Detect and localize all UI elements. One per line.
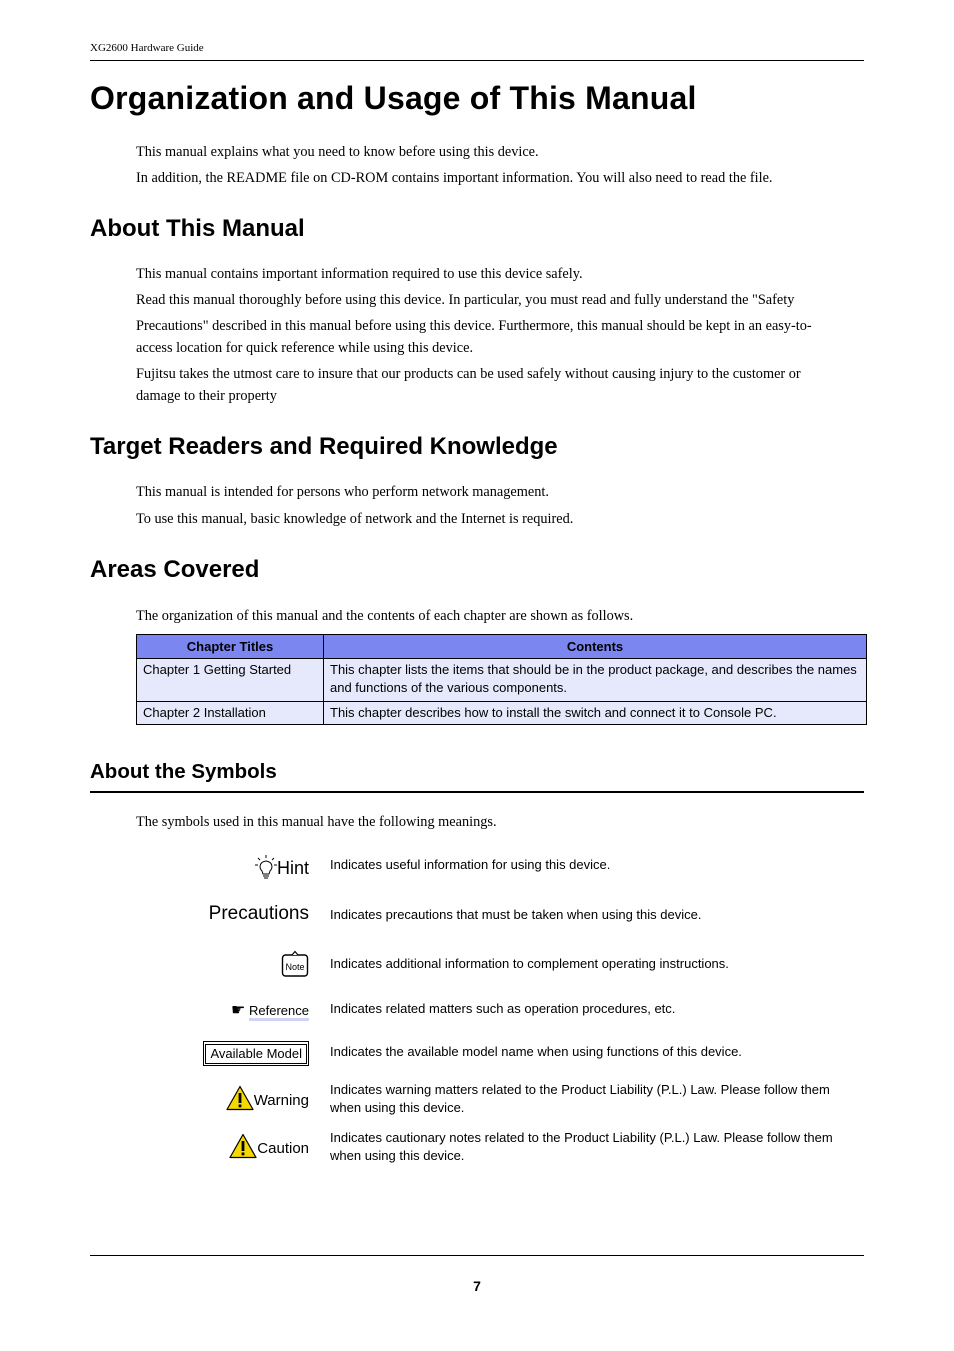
symbol-row-caution bbox=[136, 1129, 866, 1165]
note-description: Indicates additional information to complement operating instructions. bbox=[330, 956, 729, 971]
pointing-hand-icon: ☛ bbox=[231, 1002, 246, 1019]
column-header-chapter-titles: Chapter Titles bbox=[137, 635, 324, 659]
section-heading-areas-covered: Areas Covered bbox=[90, 556, 260, 583]
caution-description: Indicates cautionary notes related to the Product Liability (P.L.) Law. Please follow them when using this device. bbox=[330, 1130, 833, 1163]
areas-intro: The organization of this manual and the contents of each chapter are shown as follows. bbox=[136, 608, 634, 624]
warning-triangle-icon bbox=[226, 1085, 254, 1111]
precautions-description: Indicates precautions that must be taken when using this device. bbox=[330, 907, 702, 922]
about-paragraph-3: Precautions" described in this manual before using this device. Furthermore, this manual should be kept in an easy-to-access location for quick reference while using this device. bbox=[136, 318, 812, 356]
table-cell: Chapter 2 Installation bbox=[137, 702, 324, 725]
table-cell: Chapter 1 Getting Started bbox=[137, 659, 324, 702]
hint-description: Indicates useful information for using this device. bbox=[330, 857, 611, 872]
precautions-label: Precautions bbox=[208, 903, 309, 924]
warning-description: Indicates warning matters related to the Product Liability (P.L.) Law. Please follow them when using this device. bbox=[330, 1082, 830, 1115]
header-divider bbox=[90, 60, 864, 61]
hint-symbol bbox=[255, 854, 309, 880]
symbol-row-available-model bbox=[136, 1041, 866, 1067]
reference-description: Indicates related matters such as operation procedures, etc. bbox=[330, 1001, 676, 1016]
symbol-row-note bbox=[136, 950, 866, 980]
page-number: 7 bbox=[473, 1278, 481, 1294]
about-paragraph-1: This manual contains important information required to use this device safely. bbox=[136, 266, 583, 282]
symbol-row-warning bbox=[136, 1081, 866, 1117]
symbol-row-reference bbox=[136, 1000, 866, 1020]
available-model-description: Indicates the available model name when using functions of this device. bbox=[330, 1044, 742, 1059]
table-cell: This chapter describes how to install the switch and connect it to Console PC. bbox=[324, 702, 867, 725]
symbols-intro: The symbols used in this manual have the following meanings. bbox=[136, 814, 497, 830]
about-paragraph-2: Read this manual thoroughly before using this device. In particular, you must read and fully understand the "Safety bbox=[136, 292, 795, 308]
column-header-contents: Contents bbox=[324, 635, 867, 659]
intro-paragraph-1: This manual explains what you need to know before using this device. bbox=[136, 144, 539, 160]
reference-symbol bbox=[231, 1000, 309, 1020]
symbols-heading-underline bbox=[90, 791, 864, 793]
section-heading-symbols: About the Symbols bbox=[90, 760, 277, 783]
target-paragraph-2: To use this manual, basic knowledge of network and the Internet is required. bbox=[136, 511, 574, 527]
about-paragraph-4: Fujitsu takes the utmost care to insure that our products can be used safely without causing injury to the customer or damage to their property bbox=[136, 366, 801, 404]
lightbulb-icon bbox=[255, 854, 277, 880]
table-row bbox=[137, 659, 867, 702]
intro-paragraph-2: In addition, the README file on CD-ROM contains important information. You will also need to read the file. bbox=[136, 170, 773, 186]
hint-label: Hint bbox=[276, 858, 309, 878]
page-title: Organization and Usage of This Manual bbox=[90, 80, 697, 116]
warning-symbol bbox=[226, 1085, 309, 1111]
table-header-row bbox=[137, 635, 867, 659]
reference-label: Reference bbox=[249, 1003, 309, 1021]
caution-label: Caution bbox=[257, 1140, 309, 1157]
note-symbol bbox=[281, 950, 309, 983]
available-model-frame bbox=[203, 1041, 309, 1066]
note-icon-label: Note bbox=[285, 962, 305, 972]
footer-divider bbox=[90, 1255, 864, 1256]
target-paragraph-1: This manual is intended for persons who perform network management. bbox=[136, 484, 549, 500]
chapters-table bbox=[136, 634, 867, 725]
section-heading-target-readers: Target Readers and Required Knowledge bbox=[90, 433, 558, 460]
available-model-label: Available Model bbox=[205, 1044, 307, 1064]
symbol-row-hint bbox=[136, 852, 866, 880]
caution-symbol bbox=[229, 1133, 309, 1159]
note-icon bbox=[281, 950, 309, 978]
warning-label: Warning bbox=[253, 1092, 309, 1109]
running-header: XG2600 Hardware Guide bbox=[90, 42, 204, 54]
symbol-row-precautions bbox=[136, 903, 866, 929]
available-model-symbol bbox=[203, 1041, 309, 1066]
table-cell: This chapter lists the items that should be in the product package, and describes the names and functions of the various components. bbox=[324, 659, 867, 702]
table-row bbox=[137, 702, 867, 725]
section-heading-about-manual: About This Manual bbox=[90, 215, 305, 242]
caution-triangle-icon bbox=[229, 1133, 257, 1159]
